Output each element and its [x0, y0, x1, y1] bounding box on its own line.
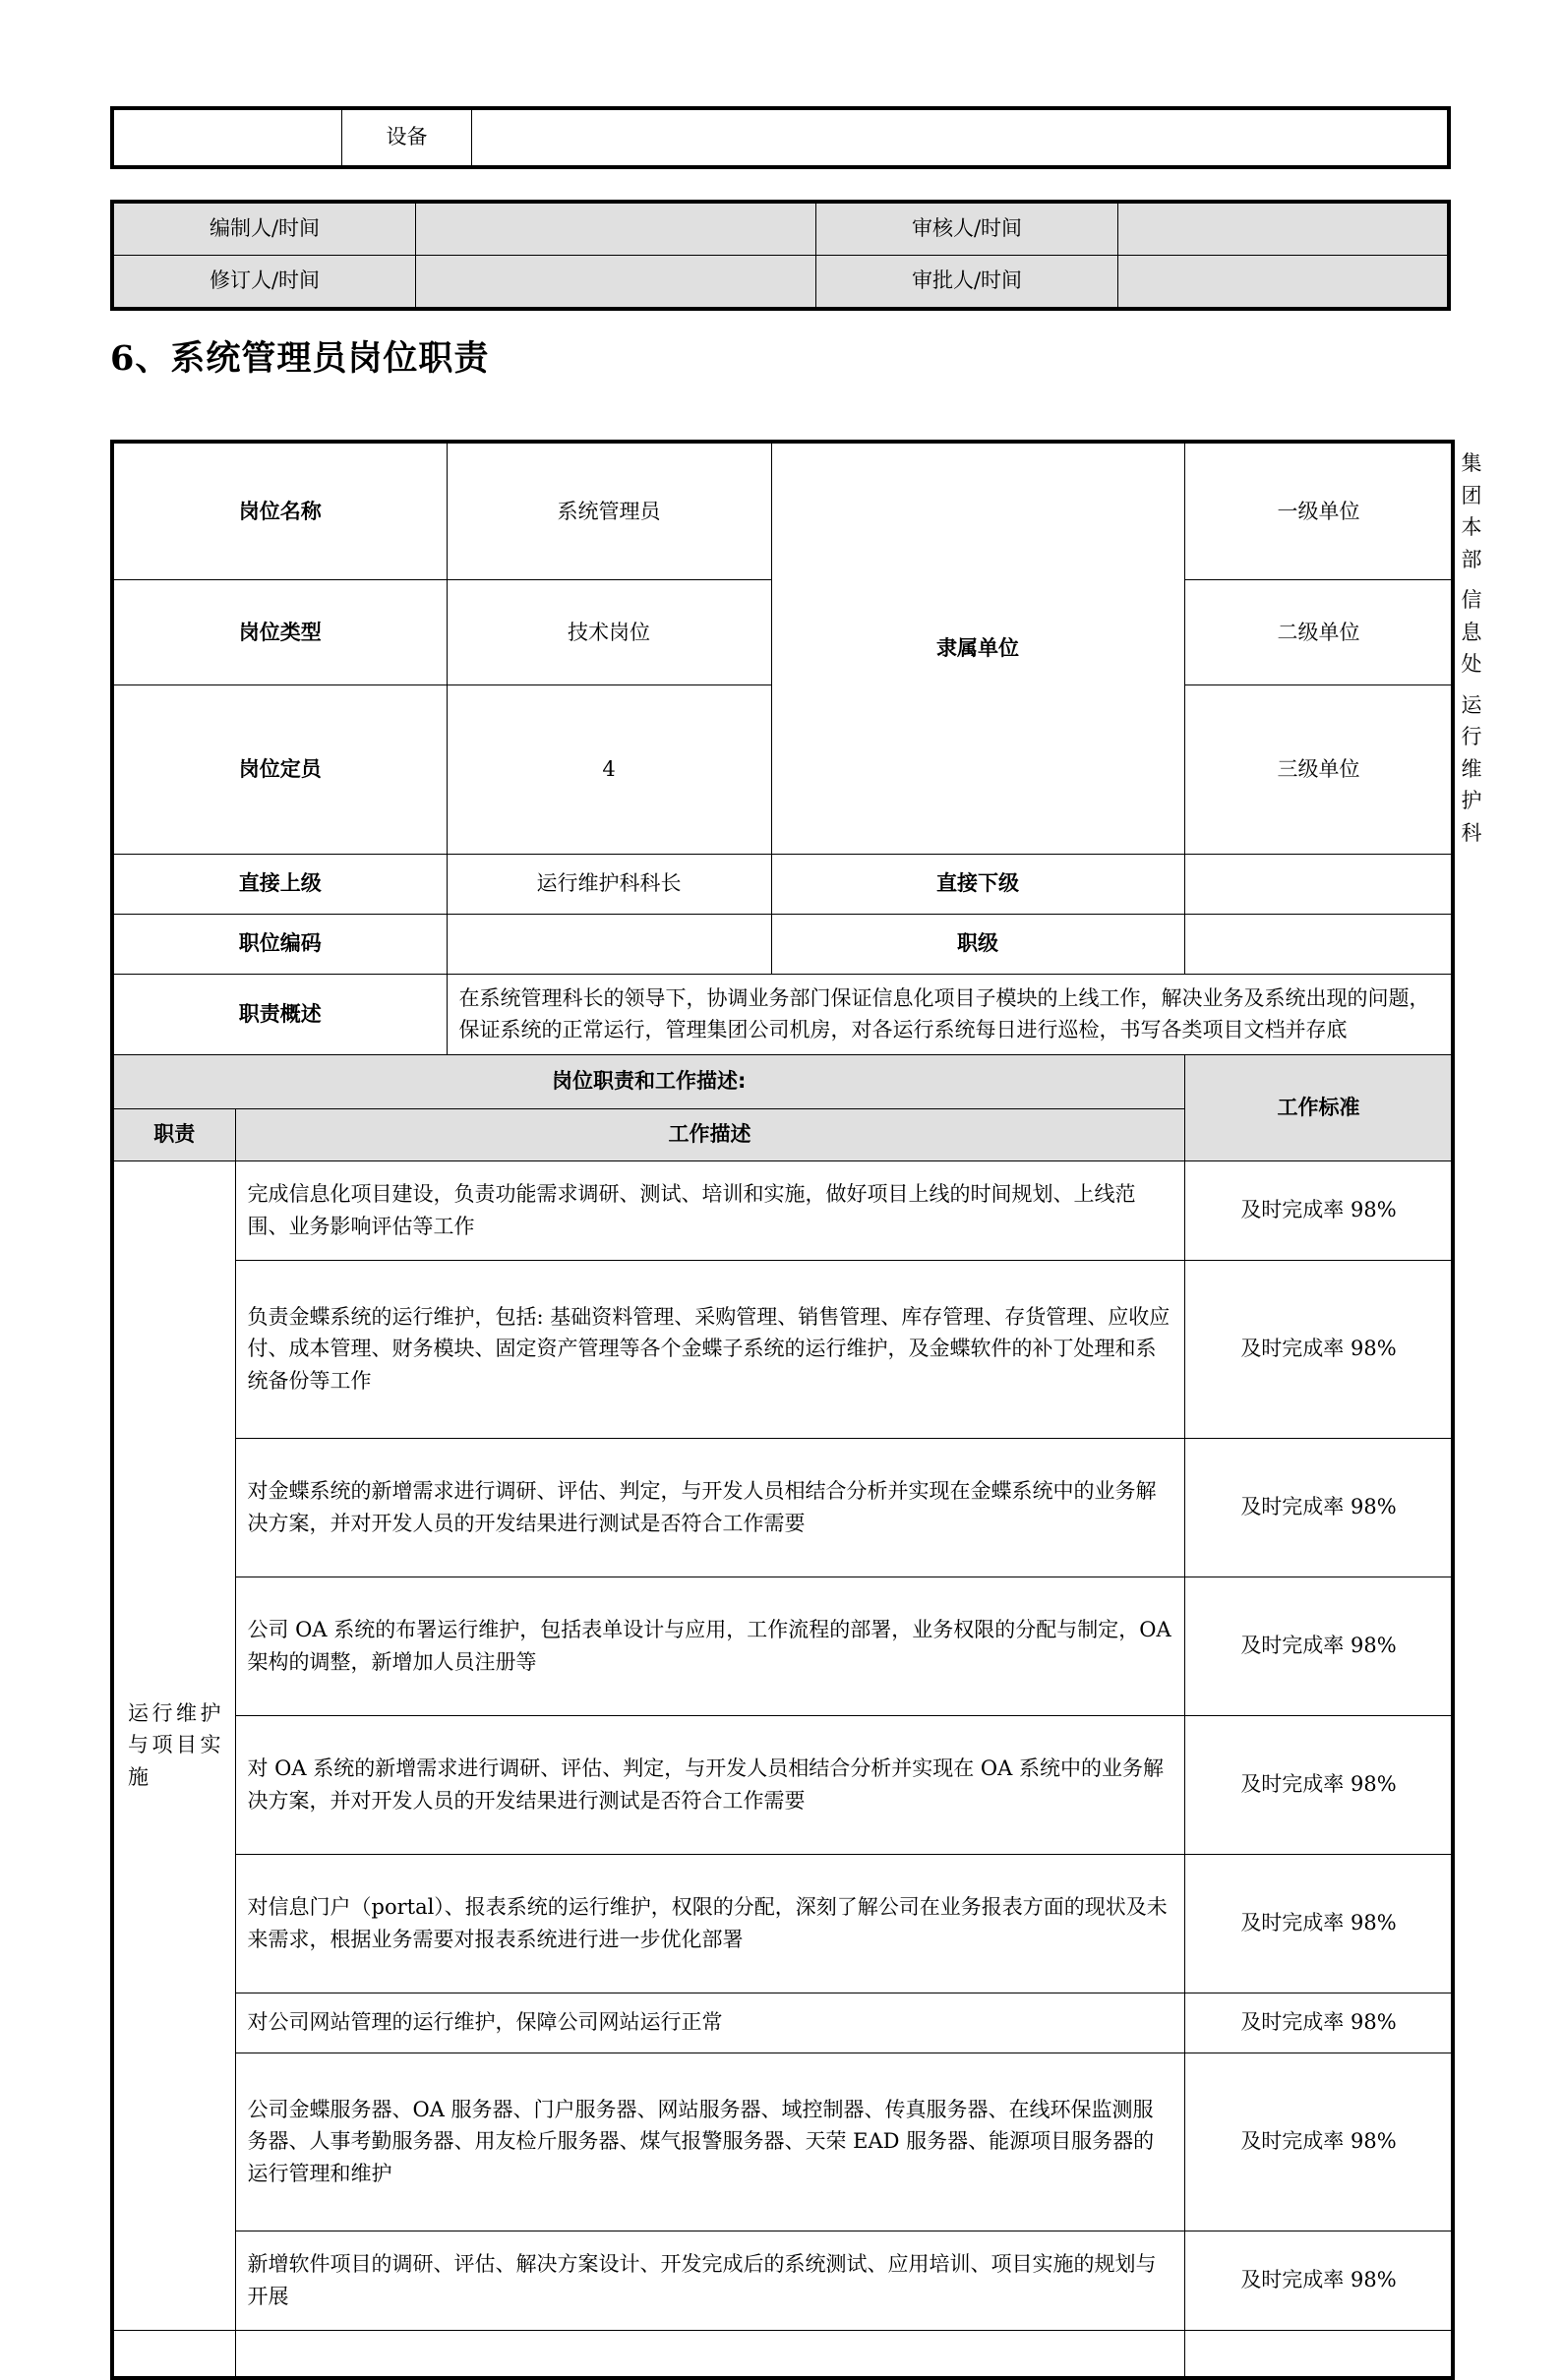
position-code-label: 职位编码: [112, 914, 447, 974]
table-row: 岗位定员 4 三级单位 运行维护科: [112, 684, 1453, 854]
reviser-value: [416, 256, 816, 310]
direct-superior-label: 直接上级: [112, 854, 447, 914]
table-row: 岗位名称 系统管理员 隶属单位 一级单位 集团本部: [112, 442, 1453, 580]
duty-column-header: 职责: [112, 1108, 235, 1160]
approver-value: [1118, 256, 1450, 310]
duty-standard-empty: [1184, 2330, 1453, 2378]
post-type-value: 技术岗位: [447, 580, 771, 685]
duty-description: 对金蝶系统的新增需求进行调研、评估、判定，与开发人员相结合分析并实现在金蝶系统中的业务解决方案，并对开发人员的开发结果进行测试是否符合工作需要: [235, 1438, 1184, 1577]
position-code-value: [447, 914, 771, 974]
description-column-header: 工作描述: [235, 1108, 1184, 1160]
duty-standard: 及时完成率 98%: [1184, 2053, 1453, 2231]
level1-unit-label: 一级单位: [1184, 442, 1453, 580]
level2-unit-label: 二级单位: [1184, 580, 1453, 685]
duty-description: 负责金蝶系统的运行维护，包括: 基础资料管理、采购管理、销售管理、库存管理、存货管理、应收应付、成本管理、财务模块、固定资产管理等各个金蝶子系统的运行维护，及金蝶软件的补丁处理和系统备份等工作: [235, 1260, 1184, 1438]
duty-description-empty: [235, 2330, 1184, 2378]
duty-standard: 及时完成率 98%: [1184, 1160, 1453, 1260]
job-description-table: [110, 440, 1482, 2380]
duty-standard: 及时完成率 98%: [1184, 1993, 1453, 2053]
duty-description: 完成信息化项目建设，负责功能需求调研、测试、培训和实施，做好项目上线的时间规划、上线范围、业务影响评估等工作: [235, 1160, 1184, 1260]
duty-group-label: 运行维护与项目实施: [112, 1160, 235, 2330]
approver-label: 审批人/时间: [816, 256, 1118, 310]
duty-overview-label: 职责概述: [112, 974, 447, 1054]
rank-value: [1184, 914, 1453, 974]
table-row: [112, 2053, 1453, 2231]
direct-subordinate-value: [1184, 854, 1453, 914]
headcount-label: 岗位定员: [112, 684, 447, 854]
preparer-label: 编制人/时间: [112, 202, 416, 256]
rank-label: 职级: [771, 914, 1184, 974]
direct-subordinate-label: 直接下级: [771, 854, 1184, 914]
duty-standard: 及时完成率 98%: [1184, 1438, 1453, 1577]
table-row: [112, 854, 1453, 914]
duty-description: 公司 OA 系统的布署运行维护，包括表单设计与应用，工作流程的部署，业务权限的分配与制定，OA 架构的调整，新增加人员注册等: [235, 1577, 1184, 1715]
affiliation-unit-label: 隶属单位: [771, 442, 1184, 854]
table-row: [112, 202, 1449, 256]
duty-standard: 及时完成率 98%: [1184, 2231, 1453, 2330]
duty-standard: 及时完成率 98%: [1184, 1260, 1453, 1438]
section-number: 6、: [110, 338, 171, 379]
reviewer-label: 审核人/时间: [816, 202, 1118, 256]
table-row: [112, 1260, 1453, 1438]
table-row: [112, 108, 1449, 167]
section-title: 系统管理员岗位职责: [170, 339, 490, 379]
table-row: [112, 1054, 1453, 1108]
work-standard-header: 工作标准: [1184, 1054, 1453, 1160]
headcount-value: 4: [447, 684, 771, 854]
duties-header-main: 岗位职责和工作描述:: [112, 1054, 1184, 1108]
duty-standard: 及时完成率 98%: [1184, 1854, 1453, 1993]
level3-unit-label: 三级单位: [1184, 684, 1453, 854]
section-heading: [110, 331, 489, 381]
preparer-value: [416, 202, 816, 256]
reviewer-value: [1118, 202, 1450, 256]
duty-description: 对 OA 系统的新增需求进行调研、评估、判定，与开发人员相结合分析并实现在 OA 系统中的业务解决方案，并对开发人员的开发结果进行测试是否符合工作需要: [235, 1715, 1184, 1854]
post-name-label: 岗位名称: [112, 442, 447, 580]
table-row: [112, 256, 1449, 310]
duty-description: 公司金蝶服务器、OA 服务器、门户服务器、网站服务器、域控制器、传真服务器、在线环保监测服务器、人事考勤服务器、用友检斤服务器、煤气报警服务器、天荣 EAD 服务器、能源项目服务器的运行管理和维护: [235, 2053, 1184, 2231]
table-row: [112, 1715, 1453, 1854]
table-row: [112, 974, 1453, 1054]
duty-description: 对信息门户（portal）、报表系统的运行维护，权限的分配，深刻了解公司在业务报表方面的现状及未来需求，根据业务需要对报表系统进行进一步优化部署: [235, 1854, 1184, 1993]
duty-description: 新增软件项目的调研、评估、解决方案设计、开发完成后的系统测试、应用培训、项目实施的规划与开展: [235, 2231, 1184, 2330]
table-row: [112, 1577, 1453, 1715]
table-row: [112, 2330, 1453, 2378]
post-name-value: 系统管理员: [447, 442, 771, 580]
fragment-cell-left: [112, 108, 342, 167]
duty-standard: 及时完成率 98%: [1184, 1715, 1453, 1854]
direct-superior-value: 运行维护科科长: [447, 854, 771, 914]
equipment-fragment-table: [110, 106, 1451, 169]
table-row: [112, 1854, 1453, 1993]
reviser-label: 修订人/时间: [112, 256, 416, 310]
table-row: [112, 2231, 1453, 2330]
table-row: [112, 1160, 1453, 1260]
table-row: [112, 1438, 1453, 1577]
duty-overview-text: 在系统管理科长的领导下，协调业务部门保证信息化项目子模块的上线工作，解决业务及系统出现的问题，保证系统的正常运行，管理集团公司机房，对各运行系统每日进行巡检，书写各类项目文档并存底: [447, 974, 1453, 1054]
fragment-cell-right: [472, 108, 1450, 167]
fragment-cell-equipment: 设备: [342, 108, 472, 167]
post-type-label: 岗位类型: [112, 580, 447, 685]
duty-description: 对公司网站管理的运行维护，保障公司网站运行正常: [235, 1993, 1184, 2053]
table-row: [112, 914, 1453, 974]
duty-standard: 及时完成率 98%: [1184, 1577, 1453, 1715]
table-row: 岗位类型 技术岗位 二级单位 信息处: [112, 580, 1453, 685]
table-row: [112, 1993, 1453, 2053]
duty-group-empty: [112, 2330, 235, 2378]
approval-table: [110, 200, 1451, 311]
